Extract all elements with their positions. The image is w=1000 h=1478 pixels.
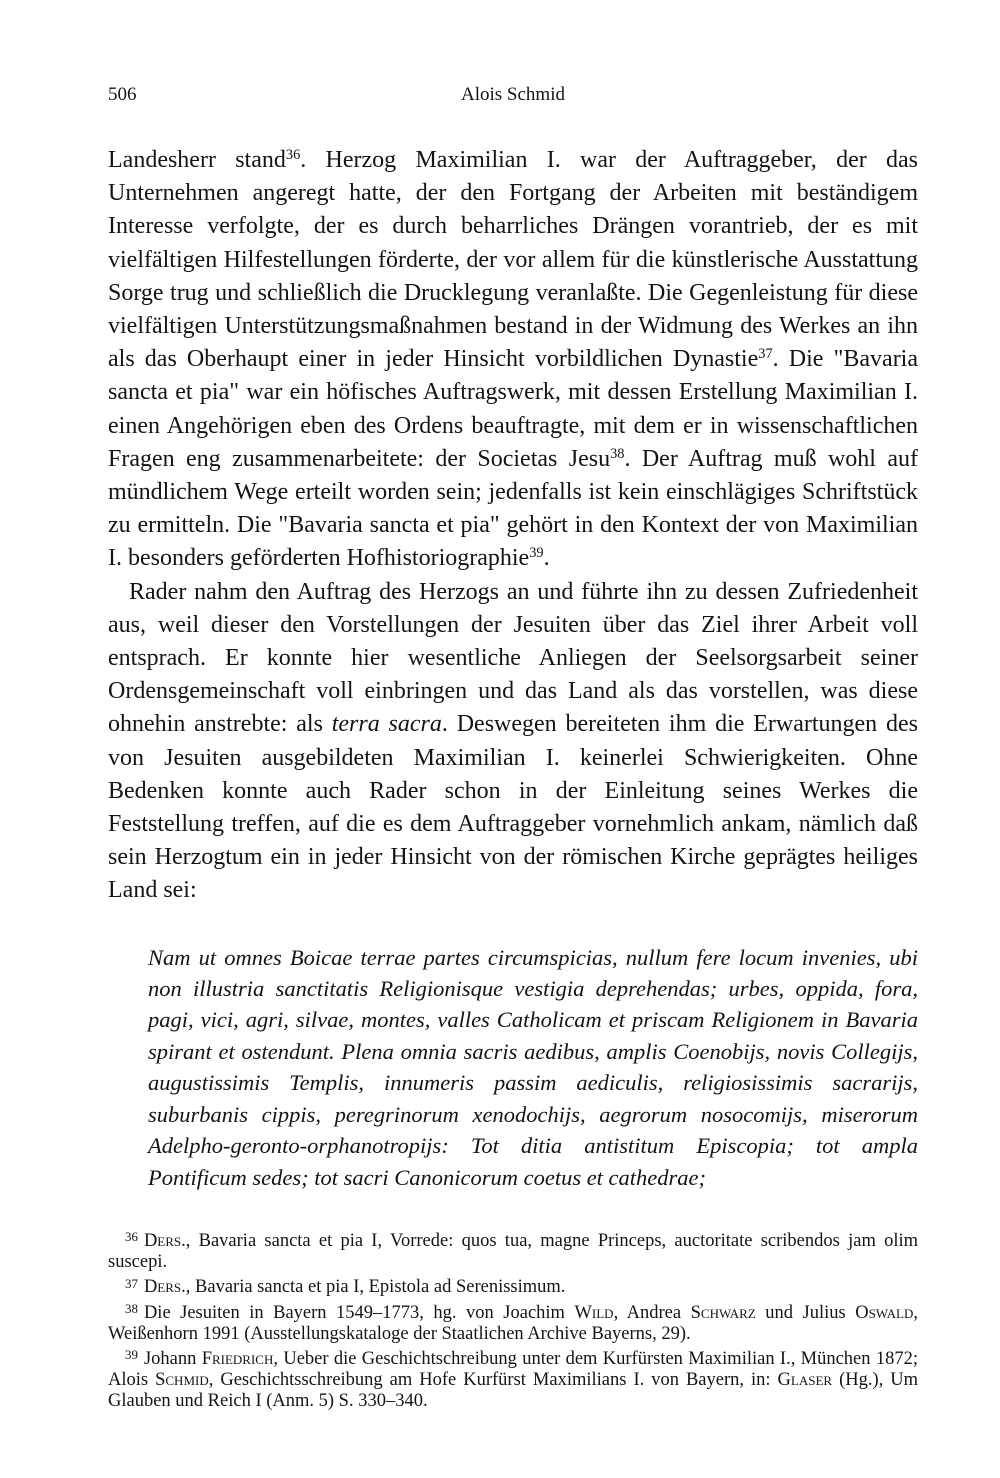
footnote-text: , Geschichtsschreibung am Hofe Kurfürst Maximilians I. von Bayern, in: xyxy=(208,1370,778,1391)
paragraph-1 xyxy=(108,144,918,576)
author-name: Wild xyxy=(574,1302,614,1323)
text-segment: Landesherr stand xyxy=(108,147,286,173)
footnote-text: , Weißenhorn 1991 (Ausstellungskataloge der Staatlichen Archive Bayerns, 29). xyxy=(108,1302,918,1344)
text-segment: . xyxy=(543,545,550,572)
footnote-text: (Hg.), Um Glauben und Reich I (Anm. 5) S. 330–340. xyxy=(108,1370,919,1412)
footnote-ref-36: 36 xyxy=(285,147,301,164)
footnote-ref-37: 37 xyxy=(758,346,773,363)
footnote-text: Die Jesuiten in Bayern 1549–1773, hg. von Joachim xyxy=(143,1302,575,1323)
author-name: Oswald xyxy=(855,1302,914,1323)
page-number: 506 xyxy=(108,84,137,105)
main-text xyxy=(108,144,918,908)
book-page xyxy=(108,84,918,1417)
footnote-number: 36 xyxy=(125,1229,138,1245)
footnotes xyxy=(108,1231,918,1413)
text-segment: . Der Auftrag muß wohl auf mündlichem Wege erteilt worden sein; jedenfalls ist kein einschlägiges Schriftstück zu ermitteln. Die "Bavaria sancta et pia" gehört in den Kontext der von Maximilian I. besonders geförderten Hofhistoriographie xyxy=(108,445,918,572)
footnote-number: 38 xyxy=(125,1301,138,1316)
text-segment: . Herzog Maximilian I. war der Auftraggeber, der das Unternehmen angeregt hatte, der den Fortgang der Arbeiten mit beständigem Interesse verfolgte, der es durch beharrliches Drängen vorantrieb, der es mit vielfältigen Hilfestellungen förderte, der vor allem für die künstlerische Ausstattung Sorge trug und schließlich die Drucklegung veranlaßte. Die Gegenleistung für diese vielfältigen Unterstützungsmaßnahmen bestand in der Widmung des Werkes an ihn als das Oberhaupt einer in jeder Hinsicht vorbildlichen Dynastie xyxy=(108,147,919,373)
author-name: Schwarz xyxy=(690,1302,756,1323)
footnote-38 xyxy=(108,1303,918,1345)
author-name: Friedrich xyxy=(201,1348,274,1369)
footnote-ref-39: 39 xyxy=(529,545,544,562)
footnote-36 xyxy=(108,1231,918,1273)
running-head xyxy=(108,84,918,120)
footnote-ref-38: 38 xyxy=(610,445,625,462)
author-name: Glaser xyxy=(777,1370,833,1391)
author-name: Schmid xyxy=(155,1370,209,1391)
footnote-number: 39 xyxy=(125,1347,138,1363)
footnote-text: und Julius xyxy=(755,1302,856,1323)
text-segment: . Deswegen bereiteten ihm die Erwartungen des von Jesuiten ausgebildeten Maximilian I. keinerlei Schwierigkeiten. Ohne Bedenken konnte auch Rader schon in der Einleitung seines Werkes die Feststellung treffen, auf die es dem Auftraggeber vornehmlich ankam, nämlich daß sein Herzogtum ein in jeder Hinsicht von der römischen Kirche geprägtes heiliges Land sei: xyxy=(108,711,918,904)
text-segment: . Die "Bavaria sancta et pia" war ein höfisches Auftragswerk, mit dessen Erstellung Maximilian I. einen Angehörigen eben des Ordens beauftragte, mit dem er in wissenschaftlichen Fragen eng zusammenarbeitete: der Societas Jesu xyxy=(108,346,919,472)
footnote-text: , Bavaria sancta et pia I, Vorrede: quos tua, magne Princeps, auctoritate scribendos jam olim suscepi. xyxy=(108,1230,918,1273)
text-segment: Rader nahm den Auftrag des Herzogs an und führte ihn zu dessen Zufriedenheit aus, weil dieser den Vorstellungen der Jesuiten über das Ziel ihrer Arbeit voll entsprach. Er konnte hier wesentliche Anliegen der Seelsorgsarbeit seiner Ordensgemeinschaft voll einbringen und das Land als das vorstellen, was diese ohnehin anstrebte: als xyxy=(108,578,918,738)
footnote-number: 37 xyxy=(125,1275,138,1291)
footnote-text: Johann xyxy=(143,1348,202,1369)
footnote-text: , Bavaria sancta et pia I, Epistola ad Serenissimum. xyxy=(185,1277,566,1298)
author-name: Ders. xyxy=(143,1277,186,1298)
footnote-text: , Ueber die Geschichtschreibung unter dem Kurfürsten Maximilian I., München 1872; Alois xyxy=(108,1348,918,1391)
paragraph-2 xyxy=(108,576,918,908)
footnote-text: , Andrea xyxy=(613,1302,691,1323)
footnote-39 xyxy=(108,1349,918,1413)
author-name: Ders. xyxy=(143,1230,186,1251)
block-quote: Nam ut omnes Boicae terrae partes circumspicias, nullum fere locum invenies, ubi non illustria sanctitatis Religionisque vestigia deprehendas; urbes, oppida, fora, pagi, vici, agri, silvae, montes, valles Catholicam et priscam Religionem in Bavaria spirant et ostendunt. Plena omnia sacris aedibus, amplis Coenobijs, novis Collegijs, augustissimis Templis, innumeris passim aediculis, religiosissimis sacrarijs, suburbanis cippis, peregrinorum xenodochijs, aegrorum nosocomijs, miserorum Adelpho-geronto-orphanotropijs: Tot ditia antistitum Episcopia; tot ampla Pontificum sedes; tot sacri Canonicorum coetus et cathedrae; xyxy=(148,944,918,1190)
emphasis-terra-sacra: terra sacra xyxy=(331,711,442,738)
footnote-37 xyxy=(108,1277,918,1298)
running-title: Alois Schmid xyxy=(461,84,565,105)
